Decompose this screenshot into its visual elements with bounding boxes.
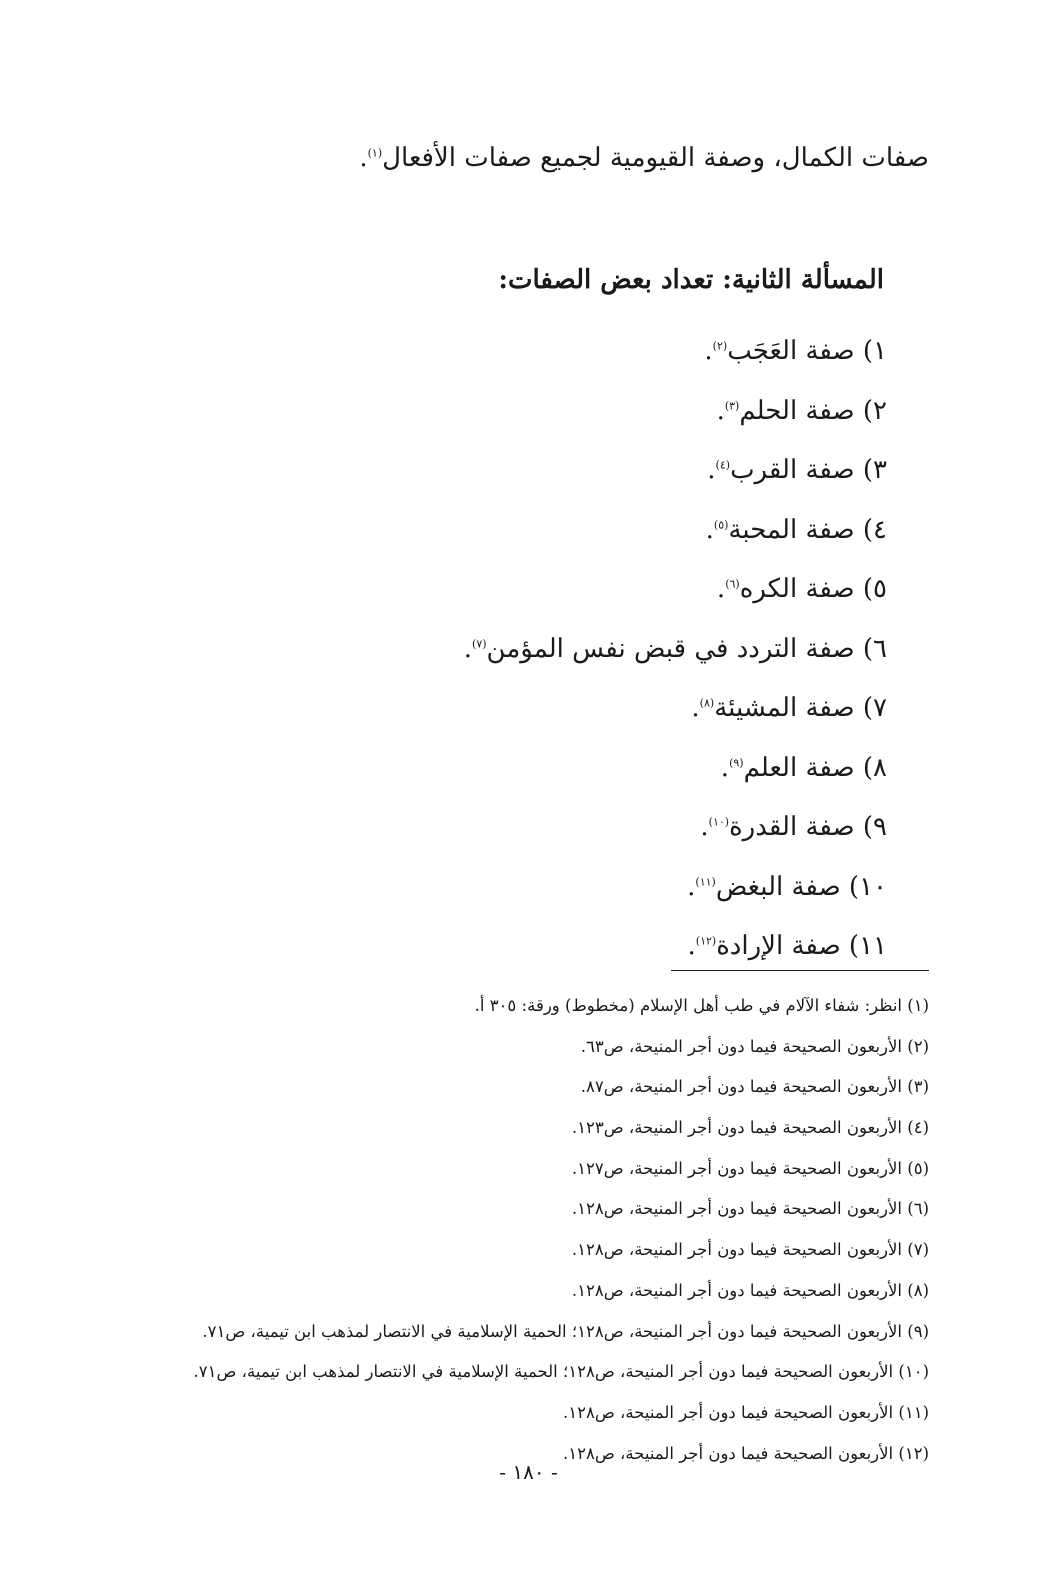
page-number: - ١٨٠ -: [499, 1460, 558, 1484]
footnote-ref: (٤): [715, 458, 731, 472]
footnote-ref: (١): [367, 146, 383, 160]
footnote: (٩) الأربعون الصحيحة فيما دون أجر المنيحة، ص١٢٨؛ الحمية الإسلامية في الانتصار لمذهب ابن تيمية، ص٧١.: [202, 1321, 929, 1341]
attributes-list: [464, 322, 887, 977]
list-item: [464, 917, 887, 977]
footnote: (٦) الأربعون الصحيحة فيما دون أجر المنيحة، ص١٢٨.: [571, 1199, 929, 1219]
list-item: [464, 858, 887, 918]
footnote-ref: (٦): [725, 577, 740, 591]
footnote: (٨) الأربعون الصحيحة فيما دون أجر المنيحة، ص١٢٨.: [571, 1280, 929, 1300]
list-item-text: ١٠) صفة البغض: [715, 871, 887, 902]
footnote-ref: (١٢): [695, 934, 717, 948]
list-item-text: ٧) صفة المشيئة: [714, 693, 887, 723]
footnote-ref: (٥): [713, 517, 729, 531]
list-item-end: .: [687, 931, 696, 961]
list-item: [464, 322, 887, 382]
list-item-text: ٤) صفة المحبة: [728, 514, 887, 545]
list-item-text: ٦) صفة التردد في قبض نفس المؤمن: [486, 633, 887, 664]
list-item-text: ٨) صفة العلم: [743, 752, 887, 783]
footnote-ref: (٢): [712, 339, 728, 353]
footnote-ref: (٧): [472, 636, 487, 650]
footnote-ref: (١٠): [708, 815, 730, 829]
footnote: (٥) الأربعون الصحيحة فيما دون أجر المنيحة، ص١٢٧.: [571, 1158, 929, 1178]
list-item-end: .: [687, 871, 696, 902]
list-item: [464, 441, 887, 501]
intro-text: صفات الكمال، وصفة القيومية لجميع صفات الأفعال: [382, 143, 929, 173]
footnote: (٧) الأربعون الصحيحة فيما دون أجر المنيحة، ص١٢٨.: [571, 1240, 929, 1260]
list-item-end: .: [705, 514, 714, 545]
footnote: (١٢) الأربعون الصحيحة فيما دون أجر المنيحة، ص١٢٨.: [562, 1443, 929, 1463]
footnote: (١١) الأربعون الصحيحة فيما دون أجر المنيحة، ص١٢٨.: [562, 1402, 929, 1422]
list-item-end: .: [716, 574, 726, 604]
list-item-end: .: [704, 336, 713, 366]
list-item-text: ٣) صفة القرب: [730, 455, 887, 485]
list-item: [464, 382, 887, 442]
footnote-ref: (١١): [695, 874, 716, 888]
footnote: (٢) الأربعون الصحيحة فيما دون أجر المنيحة، ص٦٣.: [580, 1036, 929, 1056]
list-item-text: ١) صفة العَجَب: [727, 336, 887, 366]
list-item-end: .: [716, 395, 725, 426]
footnote-ref: (٩): [729, 755, 744, 769]
intro-line: [359, 143, 929, 173]
footnote: (٤) الأربعون الصحيحة فيما دون أجر المنيحة، ص١٢٣.: [571, 1118, 929, 1138]
list-item-text: ٥) صفة الكره: [739, 574, 887, 604]
list-item: [464, 620, 887, 680]
list-item-end: .: [707, 455, 716, 485]
footnote: (١) انظر: شفاء الآلام في طب أهل الإسلام (مخطوط) ورقة: ٣٠٥ أ.: [474, 996, 929, 1015]
list-item: [464, 679, 887, 739]
list-item-end: .: [463, 633, 473, 664]
list-item: [464, 798, 887, 858]
footnote-divider: [671, 970, 929, 971]
footnote-ref: (٣): [724, 398, 740, 412]
intro-end: .: [359, 143, 368, 173]
footnote: (٣) الأربعون الصحيحة فيما دون أجر المنيحة، ص٨٧.: [580, 1077, 929, 1097]
list-item-end: .: [720, 752, 730, 783]
list-item-end: .: [691, 693, 700, 723]
footnote-ref: (٨): [699, 696, 715, 710]
list-item-text: ١١) صفة الإرادة: [716, 931, 887, 961]
list-item-text: ٢) صفة الحلم: [739, 395, 887, 426]
list-item-end: .: [700, 812, 709, 842]
list-item-text: ٩) صفة القدرة: [729, 812, 887, 842]
list-item: [464, 501, 887, 561]
list-item: [464, 739, 887, 799]
footnote: (١٠) الأربعون الصحيحة فيما دون أجر المنيحة، ص١٢٨؛ الحمية الإسلامية في الانتصار لمذهب ابن تيمية، ص٧١.: [193, 1362, 929, 1382]
section-heading: المسألة الثانية: تعداد بعض الصفات:: [498, 265, 884, 295]
footnotes-list: [194, 986, 930, 1474]
list-item: [464, 560, 887, 620]
